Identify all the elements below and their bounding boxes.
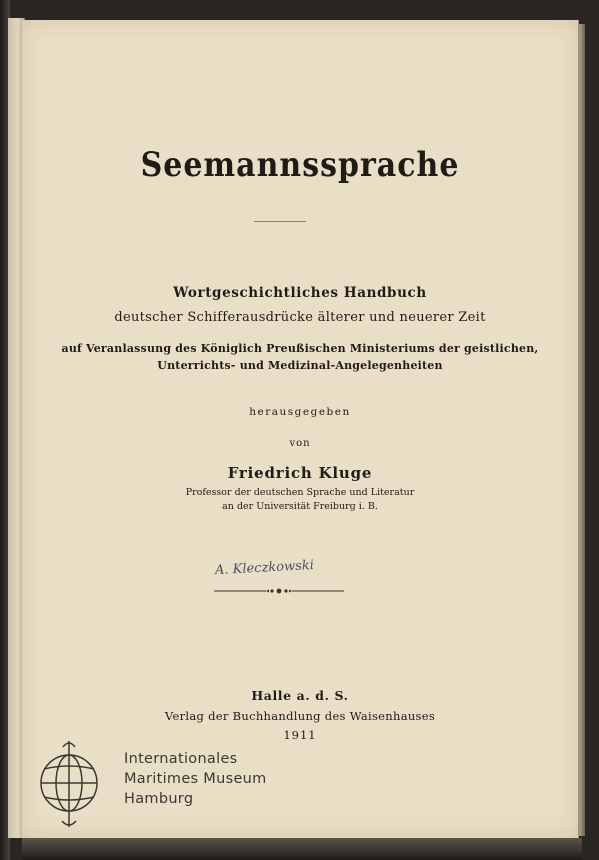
by-label: von: [289, 438, 311, 449]
watermark-line-3: Hamburg: [124, 791, 194, 807]
scan-background-bottom: [22, 838, 582, 860]
editor-note: herausgegeben: [249, 406, 351, 418]
watermark-line-2: Maritimes Museum: [124, 771, 267, 787]
author-affiliation-line-2: an der Universität Freiburg i. B.: [222, 501, 378, 512]
museum-globe-ship-icon: [36, 737, 102, 831]
watermark-line-1: Internationales: [124, 751, 238, 767]
imprint-place: Halle a. d. S.: [251, 688, 349, 703]
book-title: Seemannssprache: [140, 145, 460, 186]
museum-watermark: [124, 749, 267, 809]
title-page: [22, 20, 579, 838]
imprint-publisher: Verlag der Buchhandlung des Waisenhauses: [164, 709, 436, 723]
subtitle-line-3: auf Veranlassung des Königlich Preußischen Ministeriums der geistlichen,: [61, 342, 539, 355]
author-affiliation-line-1: Professor der deutschen Sprache und Literatur: [185, 487, 415, 498]
subtitle-line-1: Wortgeschichtliches Handbuch: [173, 285, 427, 301]
subtitle-line-2: deutscher Schifferausdrücke älterer und neuerer Zeit: [114, 310, 486, 325]
subtitle-line-4: Unterrichts- und Medizinal-Angelegenheiten: [157, 359, 443, 372]
ornamental-divider: [214, 585, 344, 597]
page-edge-right: [578, 24, 585, 836]
imprint-year: 1911: [283, 728, 317, 742]
author-name: Friedrich Kluge: [227, 464, 373, 482]
handwritten-signature: A. Kleczkowski: [214, 557, 315, 579]
title-divider: [254, 221, 306, 222]
